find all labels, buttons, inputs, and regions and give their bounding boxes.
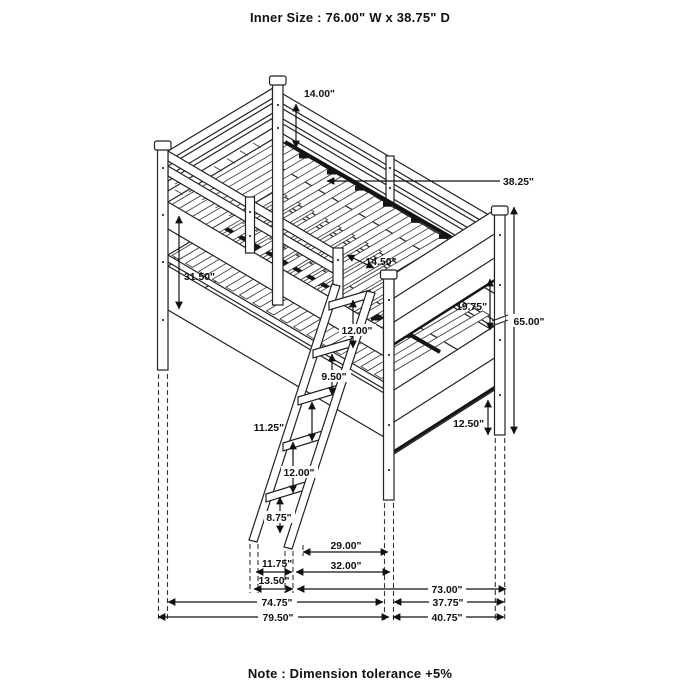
- dim-headboard-height: 14.00": [304, 89, 335, 100]
- dim-ladder-step-5: 8.75": [266, 513, 292, 524]
- tolerance-note: Note : Dimension tolerance +5%: [247, 666, 453, 681]
- dim-ladder-width-inner: 11.75": [261, 559, 293, 570]
- dim-ladder-width-outer: 13.50": [258, 576, 290, 587]
- dim-ladder-step-2: 9.50": [321, 372, 347, 383]
- dim-ladder-step-3: 11.25": [253, 423, 284, 434]
- near-guardrail-midpost: [246, 197, 255, 253]
- dim-base-depth-right: 37.75": [432, 598, 464, 609]
- dim-overall-length: 79.50": [262, 613, 294, 624]
- dim-ladder-step-4: 12.00": [283, 468, 315, 479]
- rear-post: [273, 80, 284, 305]
- dim-footboard-gap: 19.75": [456, 302, 487, 313]
- dim-ladder-run: 29.00": [330, 541, 362, 552]
- front-post: [384, 274, 395, 500]
- bunk-bed-line-art: [155, 76, 509, 621]
- dim-ladder-opening: 14.50": [365, 257, 397, 268]
- dim-overall-depth: 40.75": [431, 613, 463, 624]
- dim-footboard-lower: 12.50": [453, 419, 484, 430]
- left-post: [158, 145, 169, 370]
- dim-base-length-left: 74.75": [261, 598, 293, 609]
- inner-size-title: Inner Size : 76.00" W x 38.75" D: [249, 10, 451, 25]
- dim-bunk-gap: 31.50": [184, 272, 215, 283]
- dim-base-length-right: 73.00": [431, 585, 463, 596]
- dim-overall-height: 65.00": [513, 317, 545, 328]
- dim-bed-depth: 38.25": [503, 177, 534, 188]
- dim-ladder-run-outer: 32.00": [330, 561, 362, 572]
- dim-ladder-step-1: 12.00": [341, 326, 373, 337]
